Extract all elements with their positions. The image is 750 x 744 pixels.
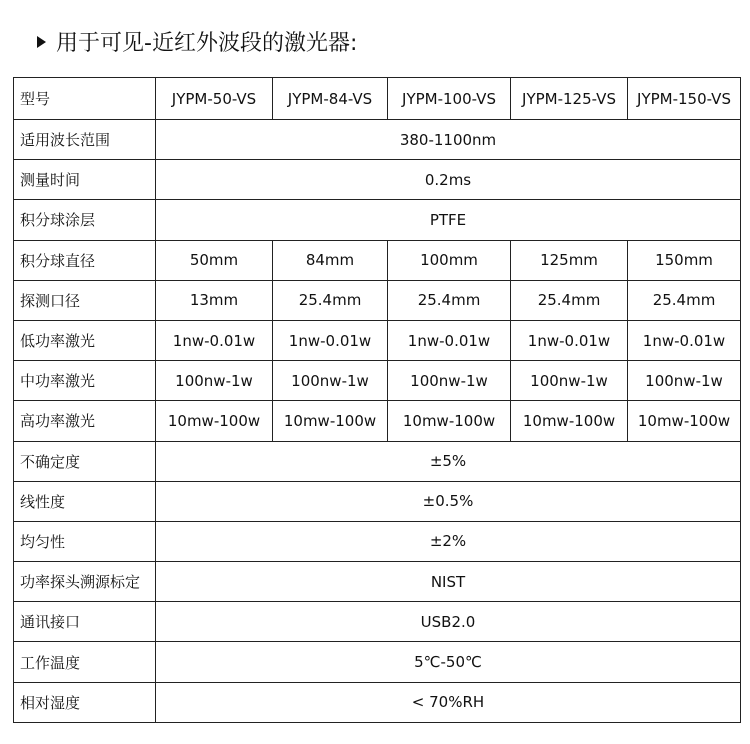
spec-table xyxy=(13,77,741,723)
value-cell: 1nw-0.01w xyxy=(156,320,273,360)
table-row-label: 功率探头溯源标定 xyxy=(14,562,156,602)
model-cell: JYPM-125-VS xyxy=(511,78,628,120)
value-cell: 10mw-100w xyxy=(273,401,388,441)
value-cell: 100mm xyxy=(388,240,511,280)
table-row xyxy=(14,320,741,360)
table-row-label: 不确定度 xyxy=(14,441,156,481)
table-row xyxy=(14,562,741,602)
model-cell: JYPM-100-VS xyxy=(388,78,511,120)
table-row-label: 线性度 xyxy=(14,481,156,521)
value-cell: 1nw-0.01w xyxy=(511,320,628,360)
table-row xyxy=(14,481,741,521)
value-cell: USB2.0 xyxy=(156,602,741,642)
value-cell: NIST xyxy=(156,562,741,602)
table-row-label: 高功率激光 xyxy=(14,401,156,441)
value-cell: 25.4mm xyxy=(628,280,741,320)
spec-table-body xyxy=(14,78,741,723)
table-row xyxy=(14,361,741,401)
value-cell: 0.2ms xyxy=(156,160,741,200)
value-cell: 13mm xyxy=(156,280,273,320)
table-row xyxy=(14,441,741,481)
value-cell: 25.4mm xyxy=(273,280,388,320)
value-cell: 100nw-1w xyxy=(388,361,511,401)
table-row-label: 中功率激光 xyxy=(14,361,156,401)
table-row xyxy=(14,280,741,320)
value-cell: < 70%RH xyxy=(156,682,741,722)
value-cell: PTFE xyxy=(156,200,741,240)
value-cell: 100nw-1w xyxy=(628,361,741,401)
value-cell: 10mw-100w xyxy=(511,401,628,441)
model-cell: JYPM-150-VS xyxy=(628,78,741,120)
table-row-label: 积分球直径 xyxy=(14,240,156,280)
table-row xyxy=(14,240,741,280)
section-heading xyxy=(37,26,357,57)
table-row-label: 低功率激光 xyxy=(14,320,156,360)
table-row-label: 通讯接口 xyxy=(14,602,156,642)
table-row-label: 适用波长范围 xyxy=(14,120,156,160)
value-cell: 100nw-1w xyxy=(156,361,273,401)
value-cell: 50mm xyxy=(156,240,273,280)
table-row xyxy=(14,682,741,722)
value-cell: 10mw-100w xyxy=(388,401,511,441)
triangle-bullet-icon xyxy=(37,36,46,48)
table-row xyxy=(14,120,741,160)
table-row-label: 相对湿度 xyxy=(14,682,156,722)
value-cell: 25.4mm xyxy=(511,280,628,320)
table-row xyxy=(14,642,741,682)
value-cell: 5℃-50℃ xyxy=(156,642,741,682)
table-row xyxy=(14,602,741,642)
model-cell: JYPM-84-VS xyxy=(273,78,388,120)
table-row-label: 积分球涂层 xyxy=(14,200,156,240)
section-heading-text: 用于可见-近红外波段的激光器: xyxy=(56,31,358,56)
value-cell: 1nw-0.01w xyxy=(273,320,388,360)
table-row-label: 测量时间 xyxy=(14,160,156,200)
table-row xyxy=(14,401,741,441)
value-cell: 10mw-100w xyxy=(156,401,273,441)
value-cell: 125mm xyxy=(511,240,628,280)
value-cell: ±2% xyxy=(156,521,741,561)
table-row xyxy=(14,521,741,561)
table-row xyxy=(14,200,741,240)
value-cell: 100nw-1w xyxy=(273,361,388,401)
table-row-label: 型号 xyxy=(14,78,156,120)
value-cell: ±0.5% xyxy=(156,481,741,521)
value-cell: 25.4mm xyxy=(388,280,511,320)
table-row-label: 均匀性 xyxy=(14,521,156,561)
table-row xyxy=(14,160,741,200)
value-cell: 380-1100nm xyxy=(156,120,741,160)
table-row-label: 工作温度 xyxy=(14,642,156,682)
value-cell: 150mm xyxy=(628,240,741,280)
value-cell: ±5% xyxy=(156,441,741,481)
table-row-label: 探测口径 xyxy=(14,280,156,320)
value-cell: 1nw-0.01w xyxy=(628,320,741,360)
model-cell: JYPM-50-VS xyxy=(156,78,273,120)
value-cell: 100nw-1w xyxy=(511,361,628,401)
value-cell: 84mm xyxy=(273,240,388,280)
table-header-row xyxy=(14,78,741,120)
value-cell: 1nw-0.01w xyxy=(388,320,511,360)
value-cell: 10mw-100w xyxy=(628,401,741,441)
